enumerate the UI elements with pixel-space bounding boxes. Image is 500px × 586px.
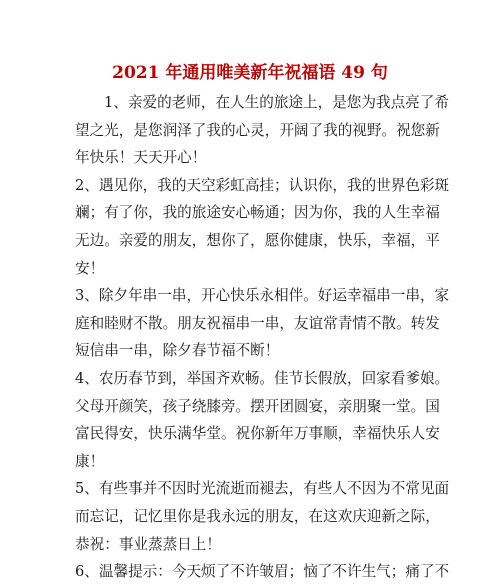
text-line: 年快乐！天天开心！ — [75, 149, 207, 167]
text-line: 庭和睦财不散。朋友祝福串一串，友谊常青情不散。转发 — [75, 314, 440, 332]
text-line: 安！ — [75, 259, 105, 277]
document-title: 2021 年通用唯美新年祝福语 49 句 — [112, 63, 388, 83]
text-line: 恭祝：事业蒸蒸日上！ — [75, 535, 221, 553]
paragraph-6 — [75, 558, 450, 586]
document-body — [75, 89, 450, 586]
text-line: 短信串一串，除夕春节福不断！ — [75, 342, 280, 360]
text-line: 5、有些事并不因时光流逝而褪去，有些人不因为不常见面 — [75, 480, 450, 498]
text-line: 4、农历春节到，举国齐欢畅。佳节长假放，回家看爹娘。 — [75, 369, 450, 387]
paragraph-4 — [75, 365, 450, 475]
text-line: 父母开颜笑，孩子绕膝旁。摆开团圆宴，亲朋聚一堂。国 — [75, 397, 440, 415]
text-line: 康！ — [75, 452, 105, 470]
text-line: 3、除夕年串一串，开心快乐永相伴。好运幸福串一串，家 — [75, 287, 450, 305]
text-line: 无边。亲爱的朋友，想你了，愿你健康，快乐，幸福，平 — [75, 231, 440, 249]
text-line: 富民得安，快乐满华堂。祝你新年万事顺，幸福快乐人安 — [75, 425, 440, 443]
paragraph-3 — [75, 282, 450, 365]
paragraph-5 — [75, 475, 450, 558]
paragraph-2 — [75, 172, 450, 282]
text-line: 而忘记，记忆里你是我永远的朋友，在这欢庆迎新之际， — [75, 507, 440, 525]
paragraph-1 — [75, 89, 449, 172]
text-line: 斓；有了你，我的旅途安心畅通；因为你，我的人生幸福 — [75, 204, 440, 222]
text-line: 望之光，是您润泽了我的心灵，开阔了我的视野。祝您新 — [75, 121, 440, 139]
text-line: 6、温馨提示：今天烦了不许皱眉；恼了不许生气；痛了不 — [75, 563, 450, 581]
text-line: 1、亲爱的老师，在人生的旅途上，是您为我点亮了希 — [104, 94, 449, 111]
text-line: 2、遇见你，我的天空彩虹高挂；认识你，我的世界色彩斑 — [75, 176, 450, 194]
